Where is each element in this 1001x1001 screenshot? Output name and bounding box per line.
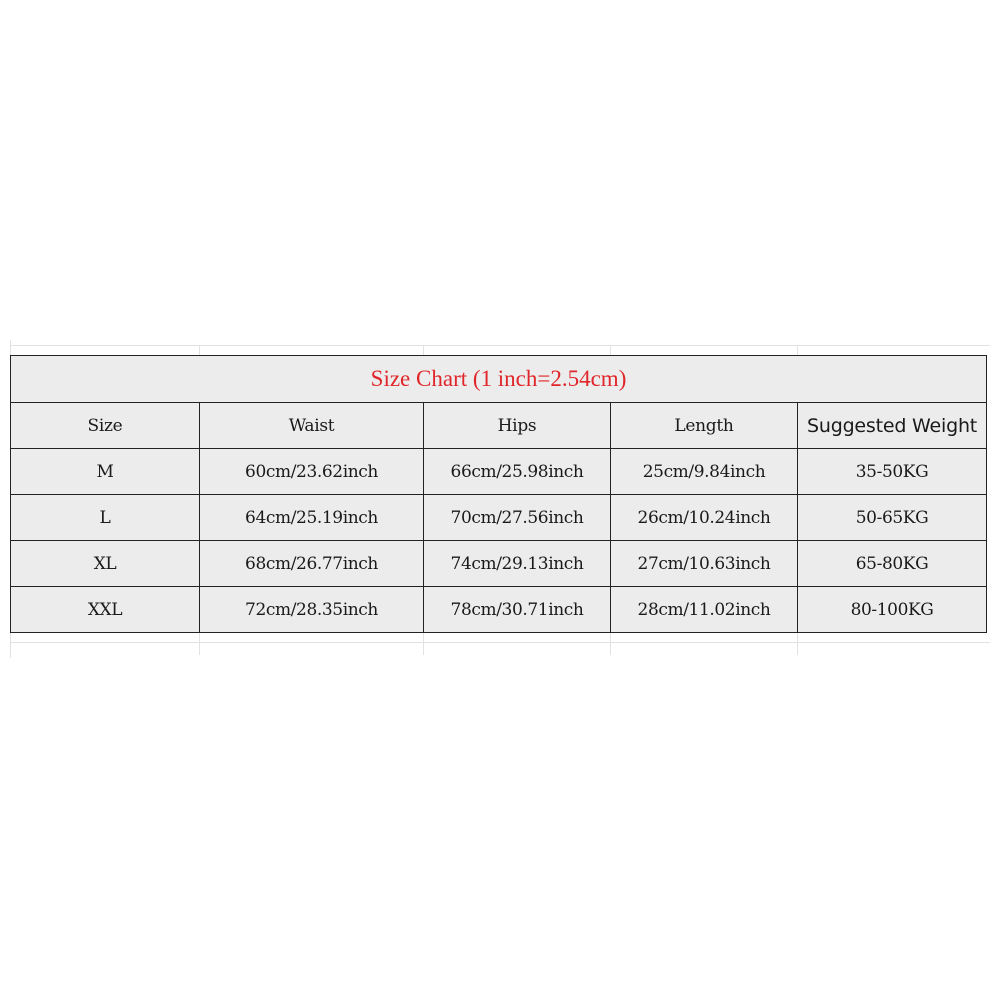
grid-line-top [10,345,990,346]
cell-hips: 78cm/30.71inch [424,587,611,633]
cell-hips: 66cm/25.98inch [424,449,611,495]
cell-hips: 70cm/27.56inch [424,495,611,541]
cell-size: XXL [11,587,200,633]
grid-line-col-1b [199,633,200,655]
grid-line-col-4 [797,345,798,355]
cell-length: 25cm/9.84inch [611,449,798,495]
header-suggested-weight: Suggested Weight [798,403,987,449]
cell-waist: 68cm/26.77inch [200,541,424,587]
table-row [11,495,987,541]
table-title: Size Chart (1 inch=2.54cm) [11,356,987,403]
grid-line-col-3 [610,345,611,355]
header-row [11,403,987,449]
grid-line-col-3b [610,633,611,655]
header-size: Size [11,403,200,449]
cell-weight: 50-65KG [798,495,987,541]
cell-size: M [11,449,200,495]
grid-line-bottom [10,642,990,643]
cell-length: 27cm/10.63inch [611,541,798,587]
header-hips: Hips [424,403,611,449]
header-waist: Waist [200,403,424,449]
table-row [11,449,987,495]
title-row [11,356,987,403]
cell-weight: 65-80KG [798,541,987,587]
cell-hips: 74cm/29.13inch [424,541,611,587]
cell-waist: 60cm/23.62inch [200,449,424,495]
cell-waist: 72cm/28.35inch [200,587,424,633]
cell-waist: 64cm/25.19inch [200,495,424,541]
cell-size: L [11,495,200,541]
cell-weight: 35-50KG [798,449,987,495]
cell-weight: 80-100KG [798,587,987,633]
table-row [11,541,987,587]
header-length: Length [611,403,798,449]
grid-line-col-2b [423,633,424,655]
grid-line-col-1 [199,345,200,355]
cell-length: 28cm/11.02inch [611,587,798,633]
size-chart-table [10,355,987,633]
cell-length: 26cm/10.24inch [611,495,798,541]
cell-size: XL [11,541,200,587]
grid-line-col-2 [423,345,424,355]
table-row [11,587,987,633]
grid-line-col-4b [797,633,798,655]
